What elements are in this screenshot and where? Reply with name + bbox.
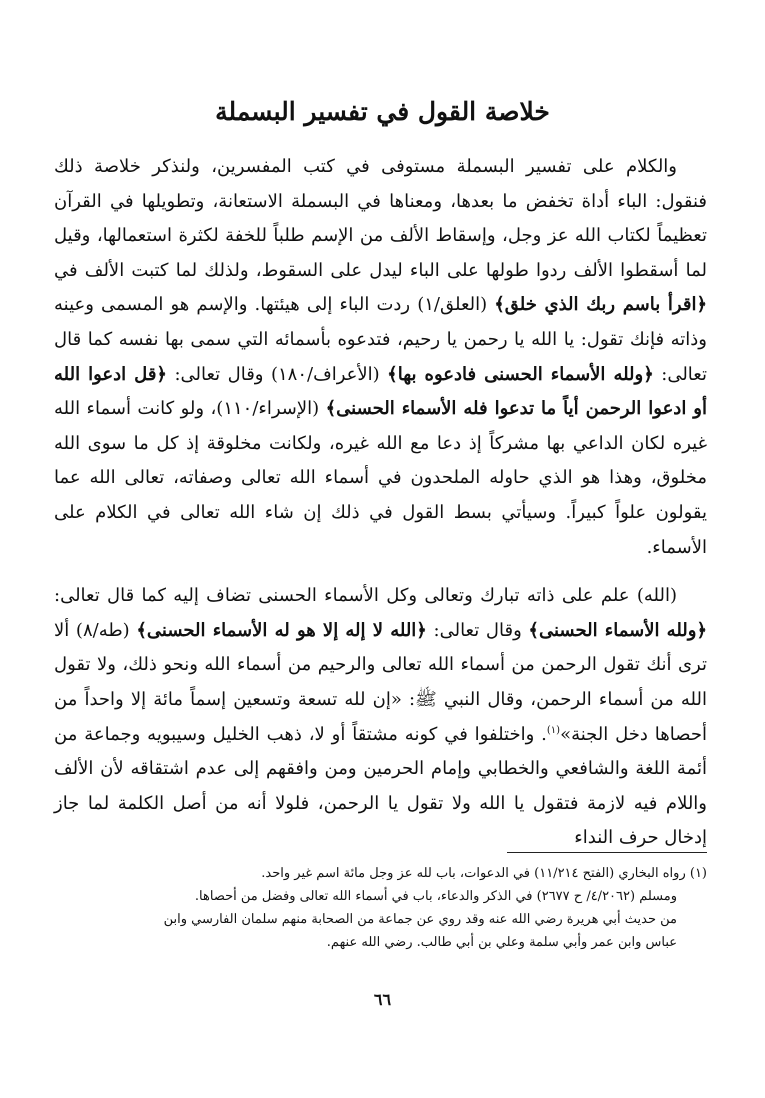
quran-quote-isra: ﴿قل ادعوا الله أو ادعوا الرحمن أياً ما تدعوا فله الأسماء الحسنى﴾ bbox=[54, 363, 707, 420]
quran-quote-taha: ﴿الله لا إله إلا هو له الأسماء الحسنى﴾ bbox=[136, 619, 427, 641]
main-text bbox=[54, 150, 707, 856]
paragraph-2 bbox=[54, 579, 707, 856]
paragraph-2-text-3: (طه/٨) ألا ترى أنك تقول الرحمن من أسماء الله تعالى والرحيم من أسماء الله ونحو ذلك، ولا تقول الله من أسماء الرحمن، وقال النبي ﷺ: «إن لله تسعة وتسعين إسماً مائة إلا واحداً من أحصاها دخل الجنة» bbox=[54, 619, 707, 745]
paragraph-2-text-2: وقال تعالى: bbox=[426, 619, 529, 641]
quran-quote-araf: ﴿ولله الأسماء الحسنى فادعوه بها﴾ bbox=[387, 363, 654, 385]
paragraph-1-text-2: (العلق/١) ردت الباء إلى هيئتها. والإسم هو المسمى وعينه وذاته فإنك تقول: يا الله يا رحمن يا رحيم، فتدعوه بأسمائه التي سمى بها نفسه كما قال تعالى: bbox=[54, 294, 707, 385]
paragraph-1 bbox=[54, 150, 707, 565]
footnote-divider bbox=[507, 852, 707, 853]
paragraph-1-text-1: والكلام على تفسير البسملة مستوفى في كتب المفسرين، ولنذكر خلاصة ذلك فنقول: الباء أداة تخفض ما بعدها، ومعناها في البسملة الاستعانة، وتطويلها في القرآن تعظيماً لكتاب الله عز وجل، وإسقاط الألف من الإسم طلباً للخفة لكثرة استعمالها، وقيل لما أسقطوا الألف ردوا طولها على الباء ليدل على السقوط، ولذلك لما كتبت الألف في bbox=[54, 156, 707, 281]
paragraph-2-text-4: . واختلفوا في كونه مشتقاً أو لا، ذهب الخليل وسيبويه وجماعة من أئمة اللغة والشافعي والخطابي وإمام الحرمين ومن وافقهم إلى عدم اشتقاقه لأن الألف واللام فيه لازمة فتقول يا الله ولا تقول يا الرحمن، فلولا أنه من أصل الكلمة لما جاز إدخال حرف النداء bbox=[54, 723, 707, 849]
paragraph-2-text-1: (الله) علم على ذاته تبارك وتعالى وكل الأسماء الحسنى تضاف إليه كما قال تعالى: bbox=[54, 585, 677, 607]
footnote-line: (١) رواه البخاري (الفتح ١١/٢١٤) في الدعوات، باب لله عز وجل مائة اسم غير واحد. bbox=[261, 866, 707, 881]
footnote-reference: (١) bbox=[546, 724, 561, 736]
paragraph-1-text-3: (الأعراف/١٨٠) وقال تعالى: bbox=[166, 363, 388, 385]
paragraph-1-text-4: (الإسراء/١١٠)، ولو كانت أسماء الله غيره لكان الداعي بها مشركاً إذ دعا مع الله غيره، ولكانت مخلوقة إذ كل ما سوى الله مخلوق، وهذا هو الذي حاوله الملحدون في أسماء الله تعالى وصفاته، تعالى الله عما يقولون علواً كبيراً. وسيأتي بسط القول في ذلك إن شاء الله تعالى في الكلام على الأسماء. bbox=[54, 398, 707, 558]
page-number: ٦٦ bbox=[373, 990, 392, 1009]
quran-quote-alaq: ﴿اقرأ باسم ربك الذي خلق﴾ bbox=[494, 294, 707, 316]
footnote-line: عباس وابن عمر وأبي سلمة وعلي بن أبي طالب. رضي الله عنهم. bbox=[326, 935, 677, 950]
footnote-line: من حديث أبي هريرة رضي الله عنه وقد روي عن جماعة من الصحابة منهم سلمان الفارسي وابن bbox=[163, 912, 677, 927]
footnote-line: ومسلم (٤/٢٠٦٢/ ح ٢٦٧٧) في الذكر والدعاء، باب في أسماء الله تعالى وفضل من أحصاها. bbox=[194, 889, 677, 904]
page-title: خلاصة القول في تفسير البسملة bbox=[215, 97, 550, 126]
quran-quote-asma: ﴿ولله الأسماء الحسنى﴾ bbox=[528, 619, 708, 641]
footnotes bbox=[54, 862, 707, 954]
